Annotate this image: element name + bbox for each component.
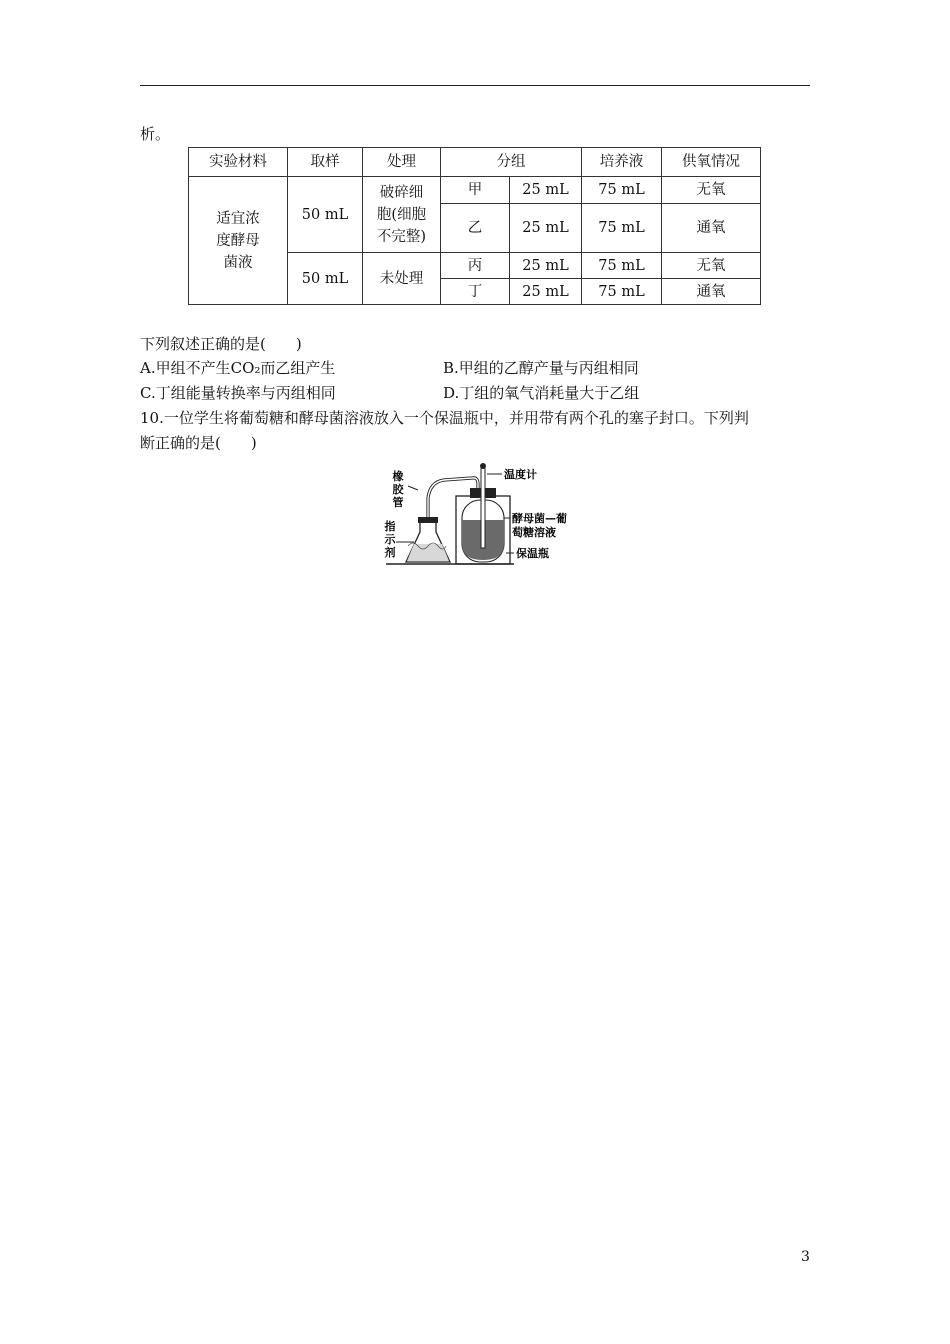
rubber-tube-label-3: 管 — [392, 496, 404, 509]
page-number: 3 — [801, 1249, 810, 1265]
indicator-label-1: 指 — [384, 520, 396, 533]
apparatus-diagram — [378, 460, 578, 570]
table-row — [189, 177, 761, 204]
option-c: C.丁组能量转换率与丙组相同 — [140, 384, 336, 402]
treatment-cell: 破碎细 胞(细胞 不完整) — [363, 177, 441, 253]
group-cell: 乙 — [441, 204, 510, 253]
medium-cell: 75 mL — [582, 177, 662, 204]
question9-stem: 下列叙述正确的是( ) — [140, 335, 302, 353]
option-a: A.甲组不产生CO₂而乙组产生 — [140, 359, 336, 377]
sample-cell: 50 mL — [288, 253, 363, 305]
solution-label-2: 萄糖溶液 — [512, 526, 556, 539]
intro-tail: 析。 — [140, 125, 171, 143]
oxygen-cell: 通氧 — [662, 279, 761, 305]
material-cell: 适宜浓 度酵母 菌液 — [189, 177, 288, 305]
group-cell: 甲 — [441, 177, 510, 204]
header-oxygen: 供氧情况 — [662, 148, 761, 177]
medium-cell: 75 mL — [582, 204, 662, 253]
rubber-tube-label-2: 胶 — [392, 483, 404, 496]
option-b: B.甲组的乙醇产量与丙组相同 — [443, 359, 639, 377]
header-rule — [140, 85, 810, 86]
group-cell: 丁 — [441, 279, 510, 305]
question10-line1: 10.一位学生将葡萄糖和酵母菌溶液放入一个保温瓶中，并用带有两个孔的塞子封口。下列判 — [140, 409, 749, 427]
volume-cell: 25 mL — [510, 253, 582, 279]
sample-cell: 50 mL — [288, 177, 363, 253]
oxygen-cell: 无氧 — [662, 253, 761, 279]
rubber-tube-label-1: 橡 — [392, 470, 404, 483]
indicator-label-3: 剂 — [384, 546, 396, 559]
indicator-label-2: 示 — [384, 533, 396, 546]
header-sample: 取样 — [288, 148, 363, 177]
thermos-label: 保温瓶 — [516, 547, 549, 560]
header-treatment: 处理 — [363, 148, 441, 177]
oxygen-cell: 通氧 — [662, 204, 761, 253]
option-d: D.丁组的氧气消耗量大于乙组 — [443, 384, 640, 402]
header-medium: 培养液 — [582, 148, 662, 177]
thermometer-label: 温度计 — [504, 468, 537, 481]
header-group: 分组 — [441, 148, 582, 177]
medium-cell: 75 mL — [582, 253, 662, 279]
volume-cell: 25 mL — [510, 279, 582, 305]
volume-cell: 25 mL — [510, 204, 582, 253]
header-material: 实验材料 — [189, 148, 288, 177]
medium-cell: 75 mL — [582, 279, 662, 305]
group-cell: 丙 — [441, 253, 510, 279]
flask — [406, 517, 450, 562]
volume-cell: 25 mL — [510, 177, 582, 204]
treatment-cell: 未处理 — [363, 253, 441, 305]
oxygen-cell: 无氧 — [662, 177, 761, 204]
table-header-row — [189, 148, 761, 177]
solution-label-1: 酵母菌—葡 — [512, 512, 567, 525]
experiment-table — [188, 147, 761, 305]
question10-line2: 断正确的是( ) — [140, 434, 257, 452]
